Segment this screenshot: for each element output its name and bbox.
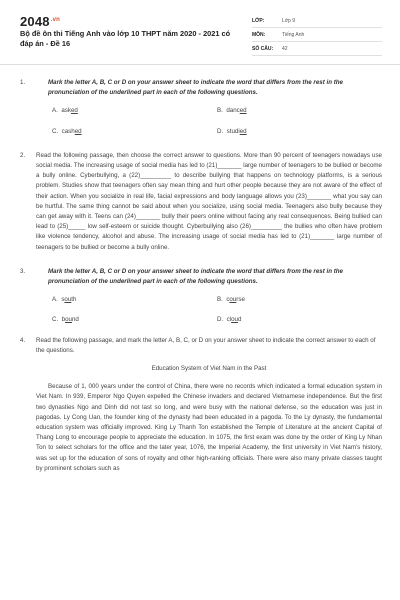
question-number: 1. [20,79,26,86]
option-b[interactable]: B. course [217,296,245,304]
document-title: Bộ đề ôn thi Tiếng Anh vào lớp 10 THPT năm 2020 - 2021 có đáp án - Đề 16 [20,29,231,48]
answer-options [48,295,382,335]
site-logo[interactable]: $2048^{.vn}$ [20,14,61,29]
answer-options [48,106,382,146]
option-c[interactable]: C. cashed [52,127,82,135]
document-meta [252,14,382,56]
question-list [20,78,382,474]
page-header [0,0,400,60]
option-a[interactable]: A. south [52,296,77,304]
question-number: 2. [20,151,26,159]
option-a[interactable]: A. asked [52,107,78,115]
question-number: 3. [20,267,26,275]
reading-passage: Read the following passage, then choose the correct answer to questions. More than 90 percent of teenagers nowadays use social media. The increasing usage of social media has led to (21)_______ large number of teenagers to be bullied or become a bully online. Cyberbullying, a (22)_________ to describe bullying that happens on technology platforms, is a serious problem. Studies show that teenagers often say mean thing and hurt other people because they are not aware of the effect of their action. When you socialize in real life, facial expressions and body language allows you (23)_______ what you say can be hurtful. The same thing cannot be said about when you socialize, using social media. Teenagers also bully because they can get away with it. Teens can (24)_______ bully their peers online without facing any real consequences. Being bullied can lead to (25)_____ low self-esteem or suicide thought. Cyberbullying also (26)_________ the bullies who often have problem like violence tendency, alcohol and abuse. The increasing usage of social media has led to (21)_______ large number of teenagers to be bullied or become a bully online. [36,151,382,251]
option-b[interactable]: B. danced [217,107,247,115]
question-2 [20,151,382,253]
option-c[interactable]: C. bound [52,316,79,324]
meta-class: LỚP: Lớp 9 [252,14,382,28]
question-intro: Read the following passage, and mark the letter A, B, C, or D on your answer sheet to indicate the correct answer to each of the questions. [36,336,376,354]
question-instruction: Mark the letter A, B, C or D on your answer sheet to indicate the word that differs from the rest in the pronunciation of the underlined part in each of the following questions. [48,267,343,286]
question-instruction: Mark the letter A, B, C or D on your answer sheet to indicate the word that differs from the rest in the pronunciation of the underlined part in each of the following questions. [48,79,343,97]
header-divider [0,64,400,65]
question-1 [20,78,382,147]
question-number: 4. [20,336,26,344]
meta-question-count: SỐ CÂU: 42 [252,42,382,56]
question-3 [20,267,382,336]
meta-subject: MÔN: Tiếng Anh [252,28,382,42]
option-d[interactable]: D. cloud [217,316,242,324]
option-d[interactable]: D. studied [217,127,247,135]
question-4 [20,336,382,474]
reading-passage: Because of 1, 000 years under the control of China, there were no records which indicated a formal education system in Viet Nam. In 939, Emperor Ngo Quyen expelled the Chinese invaders and declared Vietnamese independence. But the first two dynasties Ngo and Dinh did not last so long, and were busy with the national defense, so the education was just in pagodas. Ly Cong Uan, the founder king of the dynasty had been educated in a pagoda. To the Ly dynasty, the fundamental education system was officially improved. King Ly Thanh Ton established the Temple of Literature at the ancient Capital of Thang Long to encourage people to appreciate the education. In 1075, the first exam was done by the order of King Ly Nhan Ton to select scholars for the office and the later year, 1076, the Imperial Academy, the first university in Viet Nam's history, was set up for the education of sons of royalty and other high-ranking officials. There were also many private classes taught by prominent scholars such as [36,383,382,472]
passage-title: Education System of Viet Nam in the Past [151,365,267,373]
